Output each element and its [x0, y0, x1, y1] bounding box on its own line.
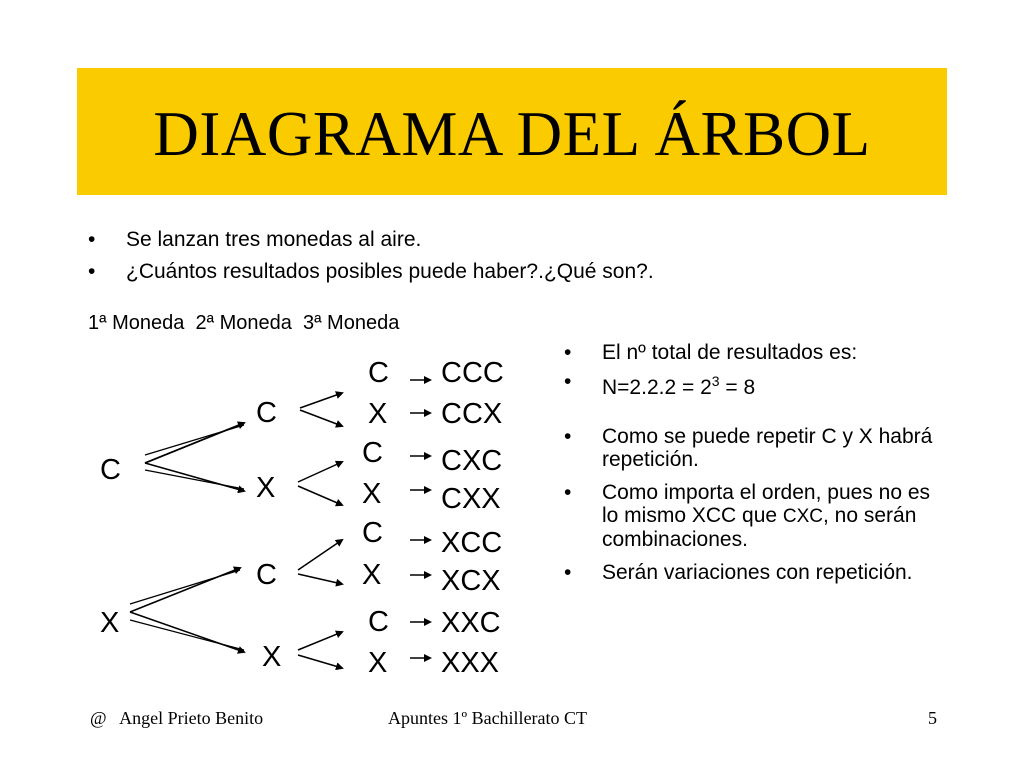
tree-node-level2: C: [256, 559, 277, 591]
branch-line: [130, 620, 244, 650]
tree-node-level3: X: [362, 478, 382, 510]
tree-node-level2: X: [262, 641, 282, 673]
footer-page-number: 5: [928, 708, 937, 728]
tree-outcome: CCC: [441, 357, 504, 389]
explanation-bullet: [564, 370, 944, 399]
branch-line: [145, 463, 244, 491]
tree-outcome: CCX: [441, 398, 503, 430]
header-moneda-1: 1ª Moneda: [88, 312, 185, 334]
branch-line: [298, 486, 342, 505]
tree-node-level3: C: [362, 437, 383, 469]
tree-node-level3: X: [362, 559, 382, 591]
header-moneda-3: 3ª Moneda: [302, 312, 400, 334]
explanation-bullet: [564, 481, 944, 551]
branch-line: [300, 393, 342, 408]
order-text-2: CXC: [782, 506, 824, 527]
branch-line: [298, 574, 342, 584]
formula-suffix: = 8: [719, 376, 756, 399]
order-text-3: , no serán combinaciones.: [602, 504, 917, 551]
formula-prefix: N=2.2.2 = 2: [602, 376, 712, 399]
branch-line: [298, 540, 342, 570]
tree-node-level3: C: [362, 517, 383, 549]
explanation-bullet: • Serán variaciones con repetición.: [564, 561, 944, 584]
tree-node-level3: X: [368, 398, 388, 430]
tree-node-level1: C: [100, 454, 121, 486]
tree-node-level1: X: [100, 607, 120, 639]
header-moneda-2: 2ª Moneda: [195, 312, 292, 334]
tree-node-level3: C: [368, 357, 389, 389]
explanation-bullet: • El nº total de resultados es:: [564, 341, 944, 364]
tree-outcome: XXX: [441, 647, 500, 679]
order-text-1: Como importa el orden, pues no es lo mismo XCC que: [602, 481, 931, 527]
branch-line: [145, 425, 244, 455]
footer-author: @ Angel Prieto Benito: [90, 708, 264, 728]
branch-line: [145, 470, 244, 489]
formula-exponent: 3: [711, 373, 720, 389]
tree-outcome: CXC: [441, 445, 503, 477]
branch-line: [130, 570, 240, 604]
tree-outcome: XCC: [441, 527, 503, 559]
intro-bullet: • ¿Cuántos resultados posibles puede haber?.¿Qué son?.: [88, 256, 654, 288]
tree-outcome: XXC: [441, 607, 501, 639]
branch-line: [298, 462, 342, 482]
intro-bullet: • Se lanzan tres monedas al aire.: [88, 224, 654, 256]
tree-node-level2: C: [256, 397, 277, 429]
tree-outcome: CXX: [441, 483, 501, 515]
tree-node-level3: C: [368, 606, 389, 638]
tree-node-level3: X: [368, 647, 388, 679]
branch-line: [298, 632, 342, 650]
branch-line: [300, 410, 342, 426]
explanation-bullets: [564, 341, 944, 584]
tree-diagram: [0, 0, 560, 700]
branch-line: [298, 655, 342, 668]
slide-title: DIAGRAMA DEL ÁRBOL: [153, 99, 871, 169]
explanation-bullet: • Como se puede repetir C y X habrá repetición.: [564, 425, 944, 471]
footer-course: Apuntes 1º Bachillerato CT: [388, 708, 588, 728]
tree-outcome: XCX: [441, 565, 501, 597]
tree-node-level2: X: [256, 472, 276, 504]
